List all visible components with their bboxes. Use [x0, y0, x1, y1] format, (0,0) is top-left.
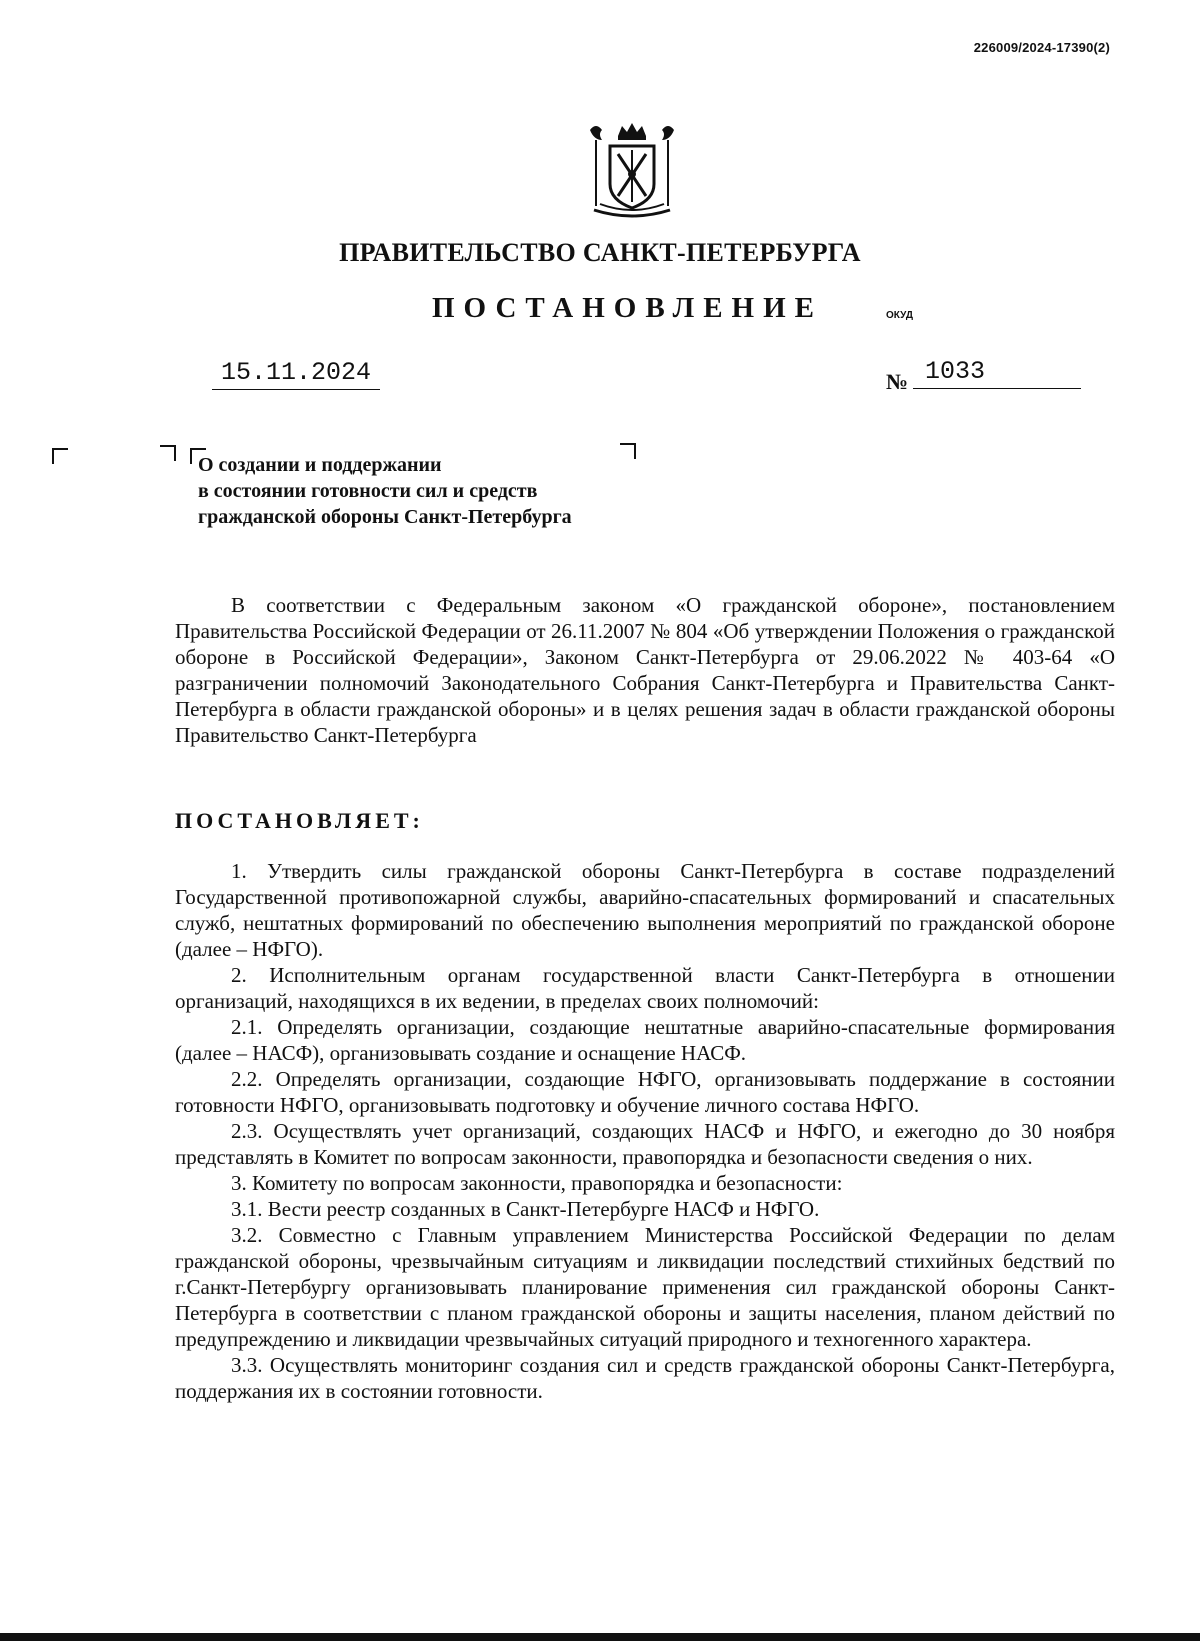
government-title: ПРАВИТЕЛЬСТВО САНКТ-ПЕТЕРБУРГА: [339, 238, 861, 267]
resolves-heading: ПОСТАНОВЛЯЕТ:: [175, 808, 424, 833]
point-paragraph: 3. Комитету по вопросам законности, правопорядка и безопасности:: [231, 1171, 843, 1195]
point-paragraph: 2.1. Определять организации, создающие нештатные аварийно-спасательные формирования (далее – НАСФ), организовывать создание и оснащение НАСФ.: [175, 1015, 1115, 1065]
corner-mark: [52, 448, 68, 464]
document-date: 15.11.2024: [212, 358, 380, 390]
number-label: №: [886, 369, 909, 394]
subject-line: в состоянии готовности сил и средств: [198, 480, 538, 502]
document-subject: [198, 452, 718, 530]
point-paragraph: 2.3. Осуществлять учет организаций, создающих НАСФ и НФГО, и ежегодно до 30 ноября представлять в Комитет по вопросам законности, правопорядка и безопасности сведения о них.: [175, 1119, 1115, 1169]
point-paragraph: 3.1. Вести реестр созданных в Санкт-Петербурге НАСФ и НФГО.: [231, 1197, 820, 1221]
point-paragraph: 3.2. Совместно с Главным управлением Министерства Российской Федерации по делам гражданской обороны, чрезвычайным ситуациям и ликвидации последствий стихийных бедствий по г.Санкт-Петербургу организовывать планирование применения сил гражданской обороны Санкт-Петербурга в соответствии с планом гражданской обороны и защиты населения, планом действий по предупреждению и ликвидации чрезвычайных ситуаций природного и техногенного характера.: [175, 1223, 1115, 1351]
resolution-points: [175, 858, 1115, 1404]
okud-label: ОКУД: [886, 310, 913, 321]
subject-line: гражданской обороны Санкт-Петербурга: [198, 506, 572, 528]
corner-mark: [160, 445, 176, 461]
preamble-paragraph: В соответствии с Федеральным законом «О гражданской обороне», постановлением Правительства Российской Федерации от 26.11.2007 № 804 «Об утверждении Положения о гражданской обороне в Российской Федерации», Законом Санкт-Петербурга от 29.06.2022 № 403-64 «О разграничении полномочий Законодательного Собрания Санкт-Петербурга и Правительства Санкт-Петербурга в области гражданской обороны» и в целях решения задач в области гражданской обороны Правительство Санкт-Петербурга: [175, 593, 1115, 747]
point-paragraph: 2.2. Определять организации, создающие НФГО, организовывать поддержание в состоянии готовности НФГО, организовывать подготовку и обучение личного состава НФГО.: [175, 1067, 1115, 1117]
document-number: 1033: [913, 357, 1081, 389]
page-bottom-edge: [0, 1633, 1200, 1641]
registration-number: 226009/2024-17390(2): [973, 40, 1110, 55]
st-petersburg-coat-of-arms-icon: [580, 118, 684, 222]
point-paragraph: 1. Утвердить силы гражданской обороны Санкт-Петербурга в составе подразделений Государственной противопожарной службы, аварийно-спасательных формирований и спасательных служб, нештатных формирований по обеспечению выполнения мероприятий по гражданской обороне (далее – НФГО).: [175, 859, 1115, 961]
document-type: ПОСТАНОВЛЕНИЕ: [432, 292, 824, 324]
point-paragraph: 2. Исполнительным органам государственной власти Санкт-Петербурга в отношении организаций, находящихся в их ведении, в пределах своих полномочий:: [175, 963, 1115, 1013]
point-paragraph: 3.3. Осуществлять мониторинг создания сил и средств гражданской обороны Санкт-Петербурга, поддержания их в состоянии готовности.: [175, 1353, 1115, 1403]
subject-line: О создании и поддержании: [198, 454, 442, 476]
